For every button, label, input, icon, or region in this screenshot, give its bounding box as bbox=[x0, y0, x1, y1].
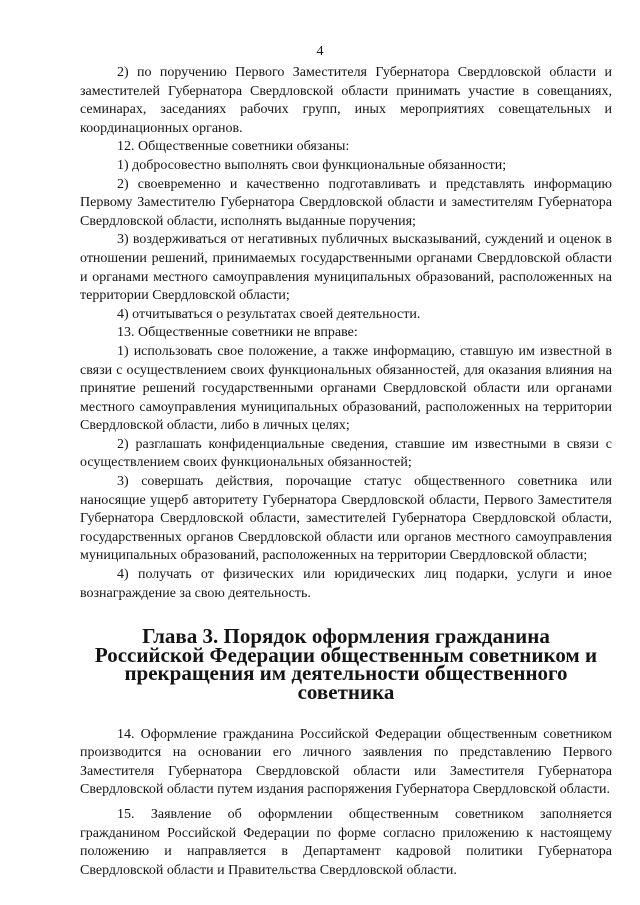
paragraph: 4) получать от физических или юридических лиц подарки, услуги и иное вознаграждение за свою деятельность. bbox=[80, 567, 612, 601]
paragraph: 15. Заявление об оформлении общественным советником заполняется гражданином Российской Федерации по форме согласно приложению к настоящему положению и направляется в Департамент кадровой политики Губернатора Свердловской области и Правительства Свердловской области. bbox=[80, 806, 612, 878]
paragraph: 4) отчитываться о результатах своей деятельности. bbox=[117, 306, 421, 322]
paragraph: 3) воздерживаться от негативных публичных высказываний, суждений и оценок в отношении решений, принимаемых государственными органами Свердловской области и органами местного самоуправления муниципальных образований, расположенных на территории Свердловской области; bbox=[80, 232, 612, 304]
paragraph: 13. Общественные советники не вправе: bbox=[117, 325, 358, 341]
chapter-heading: Глава 3. Порядок оформления гражданина Российской Федерации общественным советником и прекращения им деятельности общественного советника bbox=[94, 624, 598, 704]
paragraph: 1) использовать свое положение, а также информацию, ставшую им известной в связи с осуществлением своих функциональных обязанностей, для оказания влияния на принятие решений государственными органами Свердловской области или органами местного самоуправления муниципальных образований, расположенных на территории Свердловской области, либо в личных целях; bbox=[80, 343, 612, 434]
paragraph: 3) совершать действия, порочащие статус общественного советника или наносящие ущерб авторитету Губернатора Свердловской области, Первого Заместителя Губернатора Свердловской области, заместителей Губернатора Свердловской области, государственных органов Свердловской области или органов местного самоуправления муниципальных образований, расположенных на территории Свердловской области; bbox=[80, 474, 612, 564]
paragraph: 1) добросовестно выполнять свои функциональные обязанности; bbox=[117, 157, 507, 173]
document-body bbox=[80, 64, 612, 880]
paragraph: 14. Оформление гражданина Российской Федерации общественным советником производится на основании его личного заявления по представлению Первого Заместителя Губернатора Свердловской области или Заместителя Губернатора Свердловской области путем издания распоряжения Губернатора Свердловской области. bbox=[80, 726, 612, 798]
paragraph: 12. Общественные советники обязаны: bbox=[117, 139, 350, 155]
paragraph: 2) разглашать конфиденциальные сведения, ставшие им известными в связи с осуществлением своих функциональных обязанностей; bbox=[80, 436, 612, 471]
paragraph: 2) своевременно и качественно подготавливать и представлять информацию Первому Заместителю Губернатора Свердловской области и заместителям Губернатора Свердловской области, исполнять выданные поручения; bbox=[80, 176, 612, 229]
page-number: 4 bbox=[316, 44, 324, 59]
paragraph: 2) по поручению Первого Заместителя Губернатора Свердловской области и заместителей Губернатора Свердловской области принимать участие в совещаниях, семинарах, заседаниях рабочих групп, иных мероприятиях совещательных и координационных органов. bbox=[80, 65, 612, 136]
